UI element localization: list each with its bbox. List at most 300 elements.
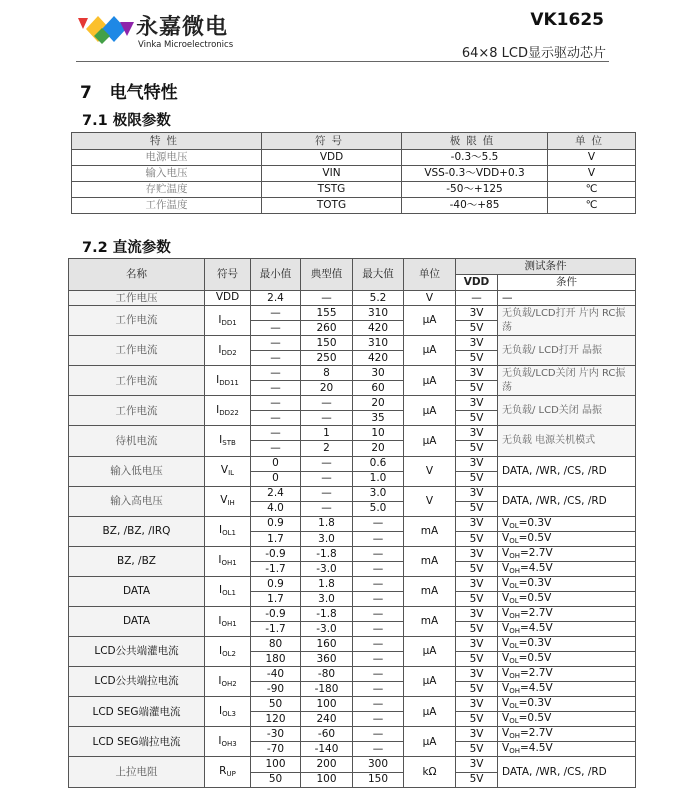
param-min: -1.7 bbox=[251, 561, 301, 576]
param-symbol bbox=[205, 306, 251, 336]
param-symbol bbox=[205, 637, 251, 667]
param-typ: — bbox=[301, 471, 353, 486]
param-condition bbox=[498, 667, 636, 682]
section-title: 电气特性 bbox=[109, 83, 178, 103]
param-max: 20 bbox=[353, 396, 404, 411]
param-max: 5.2 bbox=[353, 291, 404, 306]
param-symbol bbox=[205, 606, 251, 636]
param-condition bbox=[498, 727, 636, 742]
col-header-vdd: VDD bbox=[456, 275, 498, 291]
param-condition bbox=[498, 606, 636, 621]
param-min: — bbox=[251, 381, 301, 396]
param-name: LCD公共端灌电流 bbox=[69, 637, 205, 667]
param-max: — bbox=[353, 606, 404, 621]
param-vdd: 3V bbox=[456, 396, 498, 411]
param-min: -40 bbox=[251, 667, 301, 682]
condition-part: V bbox=[502, 546, 510, 559]
abs-max-header-row bbox=[72, 133, 636, 150]
param-unit: mA bbox=[404, 516, 456, 546]
param-condition bbox=[498, 622, 636, 637]
condition-part: =0.3V bbox=[518, 516, 552, 529]
param-typ: — bbox=[301, 396, 353, 411]
param-vdd: 5V bbox=[456, 712, 498, 727]
param-unit: mA bbox=[404, 606, 456, 636]
param-name: 工作电压 bbox=[69, 291, 205, 306]
param-typ: — bbox=[301, 456, 353, 471]
param-min: 2.4 bbox=[251, 486, 301, 501]
col-header: 极限值 bbox=[402, 133, 548, 150]
param-symbol bbox=[205, 757, 251, 787]
param-unit: V bbox=[548, 166, 636, 182]
section-heading bbox=[80, 78, 178, 103]
param-symbol-main: I bbox=[218, 674, 222, 687]
brand-name-cn: 永嘉微电 bbox=[136, 15, 229, 40]
condition-part: V bbox=[502, 667, 510, 680]
abs-max-body bbox=[72, 150, 636, 214]
param-typ: — bbox=[301, 411, 353, 426]
param-symbol-main: I bbox=[216, 373, 220, 386]
condition-part: OL bbox=[509, 717, 519, 726]
param-min: -1.7 bbox=[251, 622, 301, 637]
param-symbol-sub: OL3 bbox=[222, 709, 236, 718]
col-header: 符号 bbox=[262, 133, 402, 150]
condition-part: OL bbox=[509, 521, 519, 530]
param-vdd: 3V bbox=[456, 426, 498, 441]
param-vdd: 3V bbox=[456, 727, 498, 742]
param-symbol-main: I bbox=[219, 433, 223, 446]
param-symbol bbox=[205, 727, 251, 757]
col-header-typ: 典型值 bbox=[301, 259, 353, 291]
param-max: — bbox=[353, 712, 404, 727]
param-max: — bbox=[353, 727, 404, 742]
condition-part: =0.5V bbox=[518, 712, 552, 725]
param-unit: µA bbox=[404, 667, 456, 697]
param-vdd: 3V bbox=[456, 456, 498, 471]
condition-part: V bbox=[502, 591, 510, 604]
condition-part: =2.7V bbox=[519, 546, 553, 559]
param-vdd: 5V bbox=[456, 561, 498, 576]
param-vdd: 3V bbox=[456, 606, 498, 621]
param-min: — bbox=[251, 321, 301, 336]
condition-part: OH bbox=[509, 687, 520, 696]
param-name: 上拉电阻 bbox=[69, 757, 205, 787]
param-typ: 150 bbox=[301, 336, 353, 351]
param-min: 0 bbox=[251, 456, 301, 471]
product-subtitle: 64×8 LCD显示驱动芯片 bbox=[461, 46, 606, 61]
param-typ: -1.8 bbox=[301, 546, 353, 561]
param-min: -30 bbox=[251, 727, 301, 742]
param-min: 0 bbox=[251, 471, 301, 486]
param-condition bbox=[498, 516, 636, 531]
param-unit: V bbox=[548, 150, 636, 166]
param-unit: V bbox=[404, 456, 456, 486]
param-vdd: 5V bbox=[456, 351, 498, 366]
condition-part: OH bbox=[509, 627, 520, 636]
param-symbol: VDD bbox=[262, 150, 402, 166]
param-symbol: TSTG bbox=[262, 182, 402, 198]
abs-max-heading: 7.1 极限参数 bbox=[82, 113, 171, 129]
table-row bbox=[69, 757, 636, 772]
table-row bbox=[72, 166, 636, 182]
table-row bbox=[69, 306, 636, 321]
param-min: -90 bbox=[251, 682, 301, 697]
table-row bbox=[69, 606, 636, 621]
param-vdd: 5V bbox=[456, 772, 498, 787]
param-vdd: 5V bbox=[456, 531, 498, 546]
param-max: — bbox=[353, 576, 404, 591]
param-symbol bbox=[205, 291, 251, 306]
param-max: — bbox=[353, 531, 404, 546]
param-symbol-main: I bbox=[216, 403, 220, 416]
param-name: 待机电流 bbox=[69, 426, 205, 456]
param-min: — bbox=[251, 396, 301, 411]
param-typ: — bbox=[301, 501, 353, 516]
param-symbol-main: V bbox=[220, 494, 228, 507]
param-typ: 160 bbox=[301, 637, 353, 652]
param-unit: µA bbox=[404, 637, 456, 667]
param-typ: 1.8 bbox=[301, 516, 353, 531]
param-vdd: 3V bbox=[456, 757, 498, 772]
condition-part: V bbox=[502, 742, 510, 755]
param-value: -40～+85 bbox=[402, 198, 548, 214]
param-min: — bbox=[251, 426, 301, 441]
condition-part: =0.3V bbox=[518, 576, 552, 589]
param-max: — bbox=[353, 516, 404, 531]
param-typ: 260 bbox=[301, 321, 353, 336]
param-max: 150 bbox=[353, 772, 404, 787]
param-unit: V bbox=[404, 486, 456, 516]
param-symbol bbox=[205, 456, 251, 486]
param-typ: 20 bbox=[301, 381, 353, 396]
param-typ: — bbox=[301, 486, 353, 501]
param-symbol-main: R bbox=[219, 765, 227, 777]
param-vdd: 3V bbox=[456, 336, 498, 351]
table-row bbox=[69, 727, 636, 742]
param-symbol-sub: OL2 bbox=[222, 649, 236, 658]
param-symbol bbox=[205, 336, 251, 366]
condition-part: =4.5V bbox=[519, 742, 553, 755]
param-condition bbox=[498, 591, 636, 606]
param-symbol-main: I bbox=[219, 644, 223, 657]
param-name: LCD SEG端拉电流 bbox=[69, 727, 205, 757]
param-max: 300 bbox=[353, 757, 404, 772]
param-symbol-main: I bbox=[218, 734, 222, 747]
param-vdd: 5V bbox=[456, 652, 498, 667]
param-symbol-sub: DD22 bbox=[219, 408, 239, 417]
condition-part: V bbox=[502, 727, 510, 740]
param-symbol-sub: DD2 bbox=[221, 348, 237, 357]
condition-part: V bbox=[502, 682, 510, 695]
param-typ: 200 bbox=[301, 757, 353, 772]
condition-part: OL bbox=[509, 581, 519, 590]
param-symbol bbox=[205, 546, 251, 576]
param-vdd: 3V bbox=[456, 486, 498, 501]
param-typ: 100 bbox=[301, 697, 353, 712]
param-vdd: 3V bbox=[456, 667, 498, 682]
param-symbol bbox=[205, 516, 251, 546]
table-row bbox=[69, 396, 636, 411]
param-vdd: 3V bbox=[456, 576, 498, 591]
brand-name-en: Vinka Microelectronics bbox=[138, 40, 234, 50]
param-unit: µA bbox=[404, 306, 456, 336]
model-number: VK1625 bbox=[530, 10, 604, 30]
param-typ: 3.0 bbox=[301, 531, 353, 546]
param-name: 工作电流 bbox=[69, 306, 205, 336]
param-unit: µA bbox=[404, 336, 456, 366]
param-value: VSS-0.3～VDD+0.3 bbox=[402, 166, 548, 182]
col-header-cond: 条件 bbox=[498, 275, 636, 291]
param-condition bbox=[498, 561, 636, 576]
param-max: 310 bbox=[353, 306, 404, 321]
param-typ: 100 bbox=[301, 772, 353, 787]
col-header-max: 最大值 bbox=[353, 259, 404, 291]
param-max: — bbox=[353, 682, 404, 697]
param-symbol-sub: UP bbox=[226, 770, 236, 778]
condition-part: OH bbox=[509, 612, 520, 620]
param-max: 420 bbox=[353, 321, 404, 336]
param-symbol bbox=[205, 426, 251, 456]
param-unit: ℃ bbox=[548, 182, 636, 198]
param-unit: µA bbox=[404, 426, 456, 456]
param-vdd: 5V bbox=[456, 682, 498, 697]
param-unit: mA bbox=[404, 546, 456, 576]
param-name: LCD SEG端灌电流 bbox=[69, 697, 205, 727]
param-condition bbox=[498, 546, 636, 561]
table-row bbox=[69, 546, 636, 561]
table-row bbox=[69, 637, 636, 652]
param-max: — bbox=[353, 561, 404, 576]
param-symbol: VIN bbox=[262, 166, 402, 182]
condition-part: V bbox=[502, 607, 510, 619]
param-condition: — bbox=[498, 291, 636, 306]
param-vdd: 5V bbox=[456, 591, 498, 606]
param-symbol-sub: OH1 bbox=[221, 559, 237, 568]
param-max: 3.0 bbox=[353, 486, 404, 501]
param-symbol-sub: OL1 bbox=[222, 589, 236, 598]
param-condition: 无负载/LCD关闭 片内 RC振荡 bbox=[498, 366, 636, 396]
condition-part: =4.5V bbox=[519, 561, 553, 574]
param-typ: 1 bbox=[301, 426, 353, 441]
param-min: — bbox=[251, 411, 301, 426]
condition-part: =0.5V bbox=[518, 591, 552, 604]
table-row bbox=[69, 291, 636, 306]
section-number: 7 bbox=[80, 83, 92, 103]
param-max: 1.0 bbox=[353, 471, 404, 486]
param-max: 20 bbox=[353, 441, 404, 456]
col-header-symbol: 符号 bbox=[205, 259, 251, 291]
param-symbol-main: I bbox=[219, 584, 223, 597]
param-name: 输入低电压 bbox=[69, 456, 205, 486]
param-typ: -140 bbox=[301, 742, 353, 757]
param-max: 30 bbox=[353, 366, 404, 381]
table-row bbox=[69, 486, 636, 501]
param-condition bbox=[498, 682, 636, 697]
param-name: 输入电压 bbox=[72, 166, 262, 182]
condition-part: OL bbox=[509, 642, 519, 651]
param-max: 35 bbox=[353, 411, 404, 426]
param-symbol-sub: IH bbox=[227, 499, 235, 508]
col-header-name: 名称 bbox=[69, 259, 205, 291]
condition-part: =0.3V bbox=[518, 697, 552, 710]
param-min: 50 bbox=[251, 772, 301, 787]
param-min: — bbox=[251, 366, 301, 381]
param-max: — bbox=[353, 637, 404, 652]
param-vdd: — bbox=[456, 291, 498, 306]
param-min: 180 bbox=[251, 652, 301, 667]
table-row bbox=[69, 697, 636, 712]
dc-header-row bbox=[69, 259, 636, 275]
col-header-min: 最小值 bbox=[251, 259, 301, 291]
condition-part: OH bbox=[509, 566, 520, 575]
table-row bbox=[72, 198, 636, 214]
param-vdd: 3V bbox=[456, 306, 498, 321]
param-condition: 无负载/LCD打开 片内 RC振荡 bbox=[498, 306, 636, 336]
param-typ: -80 bbox=[301, 667, 353, 682]
condition-part: =2.7V bbox=[519, 607, 553, 619]
param-max: 5.0 bbox=[353, 501, 404, 516]
param-max: — bbox=[353, 697, 404, 712]
condition-part: V bbox=[502, 637, 510, 650]
condition-part: OH bbox=[509, 747, 520, 756]
param-condition bbox=[498, 652, 636, 667]
param-symbol bbox=[205, 486, 251, 516]
param-condition bbox=[498, 697, 636, 712]
param-vdd: 3V bbox=[456, 637, 498, 652]
param-name: 输入高电压 bbox=[69, 486, 205, 516]
param-value: -0.3～5.5 bbox=[402, 150, 548, 166]
param-typ: -3.0 bbox=[301, 561, 353, 576]
param-max: — bbox=[353, 652, 404, 667]
table-row bbox=[69, 456, 636, 471]
param-name: 电源电压 bbox=[72, 150, 262, 166]
param-unit: ℃ bbox=[548, 198, 636, 214]
param-min: 4.0 bbox=[251, 501, 301, 516]
param-typ: -60 bbox=[301, 727, 353, 742]
param-symbol bbox=[205, 667, 251, 697]
param-symbol-main: V bbox=[220, 464, 229, 477]
table-row bbox=[69, 426, 636, 441]
param-unit: µA bbox=[404, 396, 456, 426]
param-vdd: 3V bbox=[456, 546, 498, 561]
param-typ: 250 bbox=[301, 351, 353, 366]
table-row bbox=[69, 667, 636, 682]
param-vdd: 5V bbox=[456, 441, 498, 456]
param-symbol-sub: OH1 bbox=[221, 619, 237, 628]
param-unit: µA bbox=[404, 697, 456, 727]
param-symbol-main: I bbox=[218, 313, 222, 326]
condition-part: V bbox=[502, 697, 510, 710]
param-condition bbox=[498, 712, 636, 727]
param-name: 工作电流 bbox=[69, 366, 205, 396]
page-header bbox=[0, 0, 677, 64]
abs-max-table bbox=[71, 132, 636, 214]
condition-part: =4.5V bbox=[519, 622, 553, 635]
param-unit: kΩ bbox=[404, 757, 456, 787]
dc-params-table bbox=[68, 258, 636, 788]
param-typ: 2 bbox=[301, 441, 353, 456]
param-vdd: 3V bbox=[456, 697, 498, 712]
table-row bbox=[69, 516, 636, 531]
param-condition: 无负载 电源关机模式 bbox=[498, 426, 636, 456]
col-header: 特性 bbox=[72, 133, 262, 150]
param-unit: µA bbox=[404, 366, 456, 396]
param-min: -0.9 bbox=[251, 546, 301, 561]
param-symbol-main: I bbox=[218, 343, 222, 356]
param-min: 80 bbox=[251, 637, 301, 652]
param-max: — bbox=[353, 622, 404, 637]
param-value: -50～+125 bbox=[402, 182, 548, 198]
header-divider bbox=[76, 61, 609, 62]
param-condition bbox=[498, 637, 636, 652]
param-symbol-sub: OL1 bbox=[222, 529, 236, 538]
param-min: 0.9 bbox=[251, 576, 301, 591]
param-unit: mA bbox=[404, 576, 456, 606]
param-min: -0.9 bbox=[251, 606, 301, 621]
param-min: 1.7 bbox=[251, 591, 301, 606]
param-condition bbox=[498, 576, 636, 591]
param-name: DATA bbox=[69, 606, 205, 636]
param-typ: 1.8 bbox=[301, 576, 353, 591]
param-condition bbox=[498, 742, 636, 757]
param-min: 50 bbox=[251, 697, 301, 712]
table-row bbox=[72, 182, 636, 198]
param-symbol-main: VDD bbox=[215, 291, 240, 304]
col-header: 单位 bbox=[548, 133, 636, 150]
param-symbol-main: I bbox=[218, 614, 222, 627]
condition-part: =4.5V bbox=[519, 682, 553, 695]
param-symbol-main: I bbox=[219, 524, 223, 537]
param-symbol bbox=[205, 576, 251, 606]
param-condition: 无负载/ LCD打开 晶振 bbox=[498, 336, 636, 366]
param-max: — bbox=[353, 742, 404, 757]
param-vdd: 5V bbox=[456, 381, 498, 396]
param-typ: 155 bbox=[301, 306, 353, 321]
condition-part: V bbox=[502, 712, 510, 725]
table-row bbox=[69, 336, 636, 351]
param-name: BZ, /BZ bbox=[69, 546, 205, 576]
param-max: — bbox=[353, 667, 404, 682]
condition-part: OL bbox=[509, 536, 519, 545]
param-typ: -1.8 bbox=[301, 606, 353, 621]
param-symbol-sub: OH3 bbox=[221, 739, 237, 748]
param-unit: µA bbox=[404, 727, 456, 757]
col-header-test: 测试条件 bbox=[456, 259, 636, 275]
param-min: 100 bbox=[251, 757, 301, 772]
param-typ: 8 bbox=[301, 366, 353, 381]
param-symbol-sub: DD11 bbox=[219, 378, 239, 387]
condition-part: =0.5V bbox=[518, 652, 552, 665]
param-symbol-sub: OH2 bbox=[221, 679, 237, 688]
param-typ: 360 bbox=[301, 652, 353, 667]
table-row bbox=[72, 150, 636, 166]
condition-part: OL bbox=[509, 702, 519, 711]
param-symbol bbox=[205, 697, 251, 727]
param-min: — bbox=[251, 351, 301, 366]
condition-part: V bbox=[502, 561, 510, 574]
table-row bbox=[69, 366, 636, 381]
param-symbol-sub: IL bbox=[228, 469, 235, 478]
param-condition: 无负载/ LCD关闭 晶振 bbox=[498, 396, 636, 426]
param-name: BZ, /BZ, /IRQ bbox=[69, 516, 205, 546]
param-typ: — bbox=[301, 291, 353, 306]
param-symbol-sub: STB bbox=[222, 438, 236, 447]
param-max: 0.6 bbox=[353, 456, 404, 471]
condition-part: OH bbox=[509, 672, 520, 681]
param-symbol: TOTG bbox=[262, 198, 402, 214]
dc-params-body bbox=[69, 291, 636, 788]
col-header-unit: 单位 bbox=[404, 259, 456, 291]
condition-part: V bbox=[502, 622, 510, 635]
